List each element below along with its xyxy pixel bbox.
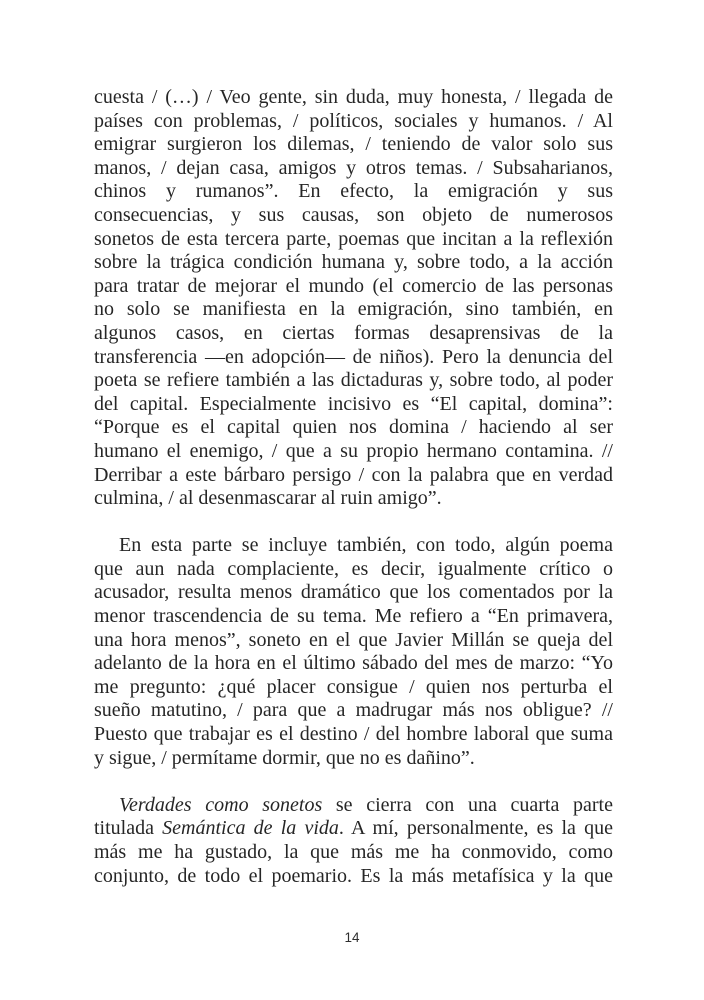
text-line: [94, 464, 613, 488]
text-line: [94, 794, 613, 818]
text-segment: culmina, / al desenmascarar al ruin amigo”.: [94, 487, 442, 510]
text-segment: sonetos de esta tercera parte, poemas que incitan a la reflexión: [94, 227, 613, 250]
text-segment: para tratar de mejorar el mundo (el comercio de las personas: [94, 274, 613, 297]
text-segment: titulada: [94, 817, 163, 840]
text-line: [94, 558, 613, 582]
text-segment: sobre la trágica condición humana y, sobre todo, a la acción: [94, 251, 613, 274]
text-segment: poeta se refiere también a las dictaduras y, sobre todo, al poder: [94, 369, 613, 392]
text-segment: países con problemas, / políticos, sociales y humanos. / Al: [94, 109, 613, 132]
text-segment: no solo se manifiesta en la emigración, sino también, en: [94, 298, 613, 321]
text-segment: adelanto de la hora en el último sábado del mes de marzo: “Yo: [94, 652, 613, 675]
text-segment: sueño matutino, / para que a madrugar más nos obligue? //: [94, 699, 613, 722]
text-segment: que aun nada complaciente, es decir, igualmente crítico o: [94, 557, 613, 580]
text-line: [94, 817, 613, 841]
text-line: [94, 699, 613, 723]
text-segment: “Porque es el capital quien nos domina / haciendo al ser: [94, 416, 613, 439]
text-line: [94, 369, 613, 393]
text-segment: manos, / dejan casa, amigos y otros temas. / Subsaharianos,: [94, 156, 613, 179]
text-segment: cuesta / (…) / Veo gente, sin duda, muy honesta, / llegada de: [94, 86, 613, 108]
text-line: [94, 534, 613, 558]
text-segment: emigrar surgieron los dilemas, / teniendo de valor solo sus: [94, 133, 613, 156]
text-line: [94, 581, 613, 605]
text-line: [94, 133, 613, 157]
text-segment: del capital. Especialmente incisivo es “El capital, domina”:: [94, 392, 613, 415]
text-line: [94, 747, 613, 771]
text-segment: se cierra con una cuarta parte: [322, 793, 613, 816]
text-line: [94, 652, 613, 676]
text-segment: menor trascendencia de su tema. Me refiero a “En primavera,: [94, 605, 613, 628]
text-line: [94, 322, 613, 346]
text-segment: humano el enemigo, / que a su propio hermano contamina. //: [94, 439, 613, 462]
text-segment: acusador, resulta menos dramático que los comentados por la: [94, 581, 613, 604]
text-segment: En esta parte se incluye también, con todo, algún poema: [119, 534, 613, 557]
text-line: [94, 86, 613, 110]
text-line: [94, 841, 613, 865]
text-line: [94, 440, 613, 464]
text-block: [94, 86, 613, 888]
text-segment: me pregunto: ¿qué placer consigue / quien nos perturba el: [94, 675, 613, 698]
text-segment: conjunto, de todo el poemario. Es la más metafísica y la que: [94, 864, 613, 887]
text-segment: . A mí, personalmente, es la que: [338, 817, 613, 840]
text-segment: más me ha gustado, la que más me ha conmovido, como: [94, 841, 613, 863]
text-segment: algunos casos, en ciertas formas desaprensivas de la: [94, 321, 613, 344]
text-segment: chinos y rumanos”. En efecto, la emigración y sus: [94, 180, 613, 203]
page-number: 14: [344, 930, 360, 945]
text-line: [94, 605, 613, 629]
text-line: [94, 180, 613, 204]
text-line: [94, 865, 613, 889]
text-line: [94, 204, 613, 228]
text-segment: consecuencias, y sus causas, son objeto de numerosos: [94, 203, 613, 226]
text-segment: Derribar a este bárbaro persigo / con la palabra que en verdad: [94, 463, 613, 486]
paragraph: [94, 794, 613, 888]
text-line: [94, 393, 613, 417]
text-line: [94, 416, 613, 440]
text-segment: transferencia —en adopción— de niños). Pero la denuncia del: [94, 345, 613, 368]
text-segment: Puesto que trabajar es el destino / del hombre laboral que suma: [94, 723, 613, 746]
text-line: [94, 346, 613, 370]
text-line: [94, 157, 613, 181]
text-line: [94, 110, 613, 134]
text-line: [94, 298, 613, 322]
text-segment: y sigue, / permítame dormir, que no es dañino”.: [94, 746, 475, 769]
italic-text-segment: Verdades como sonetos: [119, 793, 323, 816]
text-line: [94, 676, 613, 700]
text-line: [94, 228, 613, 252]
text-line: [94, 251, 613, 275]
text-line: [94, 629, 613, 653]
paragraph: [94, 86, 613, 511]
text-segment: una hora menos”, soneto en el que Javier Millán se queja del: [94, 628, 613, 651]
text-line: [94, 487, 613, 511]
text-line: [94, 723, 613, 747]
italic-text-segment: Semántica de la vida: [162, 817, 339, 840]
text-line: [94, 275, 613, 299]
paragraph: [94, 534, 613, 770]
